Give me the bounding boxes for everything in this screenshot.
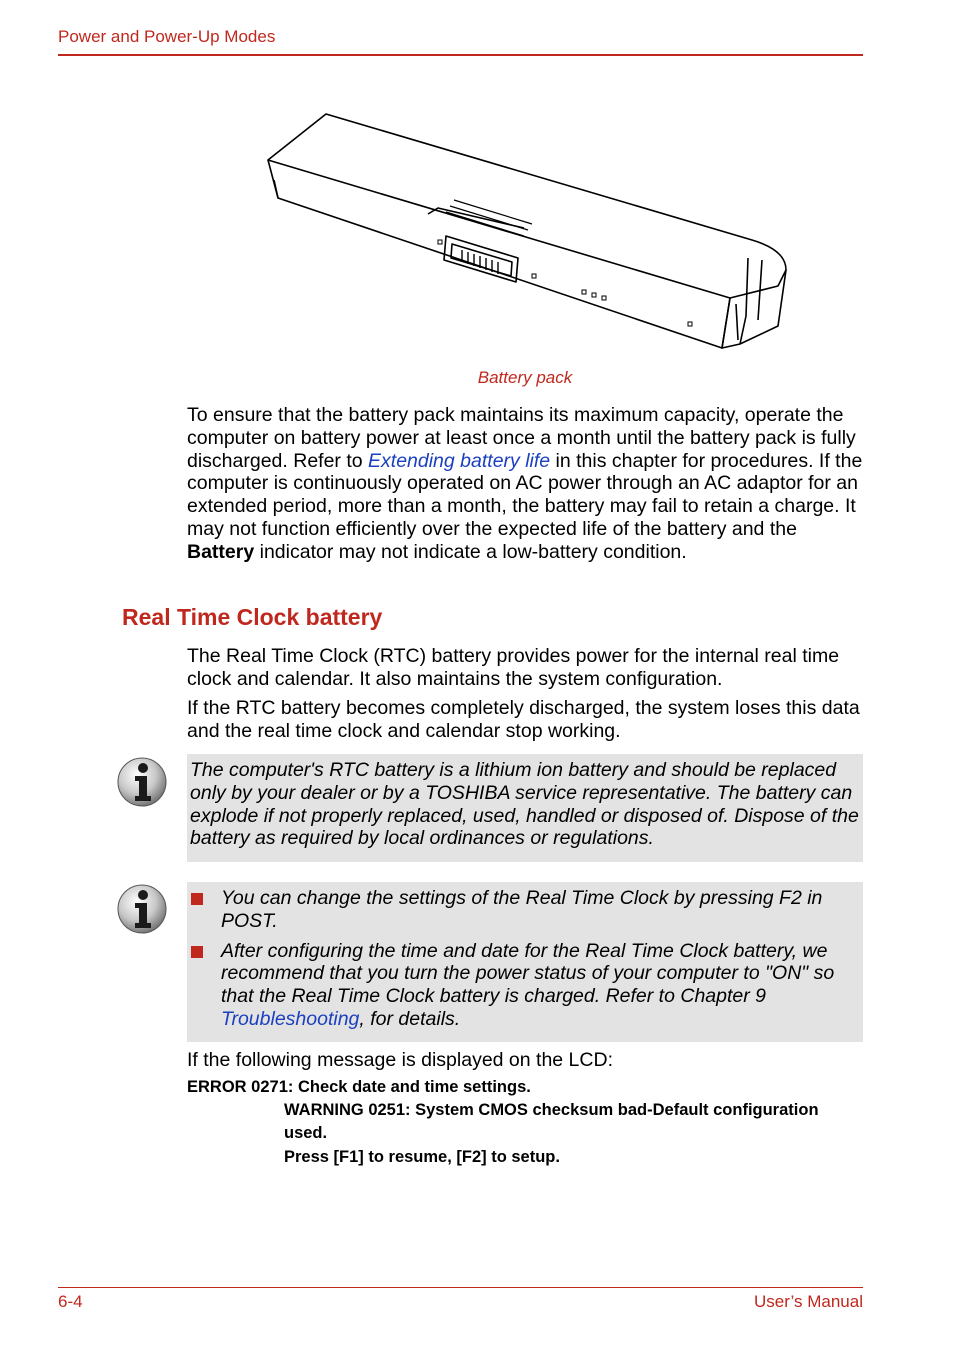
bullet2-part2: , for details. (359, 1007, 461, 1030)
bullet-square-icon (191, 893, 203, 905)
section-heading: Real Time Clock battery (122, 604, 383, 630)
paragraph-lcd-message-intro: If the following message is displayed on the LCD: (187, 1049, 613, 1071)
paragraph-rtc-intro: The Real Time Clock (RTC) battery provides power for the internal real time clock and calendar. It also maintains the system configuration. (187, 645, 840, 690)
extending-battery-life-link[interactable]: Extending battery life (368, 449, 551, 472)
paragraph1-part1: To ensure that the battery pack maintains its maximum capacity, operate the computer on battery power at least once a month until the battery pack is fully discharged. Refer to (187, 404, 856, 472)
list-item (187, 940, 857, 1031)
warning-message-line: WARNING 0251: System CMOS checksum bad-Default configuration used. (284, 1101, 819, 1142)
paragraph-battery-maintenance (187, 404, 863, 564)
header-title: Power and Power-Up Modes (58, 27, 276, 46)
paragraph1-part3: indicator may not indicate a low-battery condition. (254, 540, 687, 563)
battery-pack-illustration (262, 108, 792, 356)
bullet2-part1: After configuring the time and date for the Real Time Clock battery, we recommend that you turn the power status of your computer to "ON" so that the Real Time Clock battery is charged. Refer to Chapter 9 (221, 939, 835, 1008)
note-rtc-settings (187, 882, 863, 1042)
header-rule (58, 54, 863, 56)
footer-rule (58, 1287, 863, 1288)
figure-caption: Battery pack (477, 368, 573, 387)
page-number: 6-4 (58, 1292, 83, 1311)
paragraph1-part2: in this chapter for procedures. If the computer is continuously operated on AC power through an AC adaptor for an extended period, more than a month, the battery may fail to retain a charge. It may not function efficiently over the expected life of the battery and the (187, 449, 863, 540)
paragraph-rtc-discharge: If the RTC battery becomes completely discharged, the system loses this data and the real time clock and calendar stop working. (187, 697, 860, 742)
manual-title: User’s Manual (754, 1292, 863, 1311)
list-item (187, 887, 857, 933)
bullet1-text: You can change the settings of the Real Time Clock by pressing F2 in POST. (221, 887, 823, 932)
error-message-line: ERROR 0271: Check date and time settings. (187, 1078, 531, 1096)
info-icon (116, 756, 168, 808)
battery-indicator-label: Battery (187, 540, 255, 563)
bullet-square-icon (191, 946, 203, 958)
note-rtc-lithium: The computer's RTC battery is a lithium ion battery and should be replaced only by your dealer or by a TOSHIBA service representative. The battery can explode if not properly replaced, used, handled or disposed of. Dispose of the battery as required by local ordinances or regulations. (187, 754, 863, 862)
info-icon (116, 883, 168, 935)
troubleshooting-link[interactable]: Troubleshooting (221, 1007, 360, 1030)
setup-prompt-line: Press [F1] to resume, [F2] to setup. (284, 1148, 560, 1166)
